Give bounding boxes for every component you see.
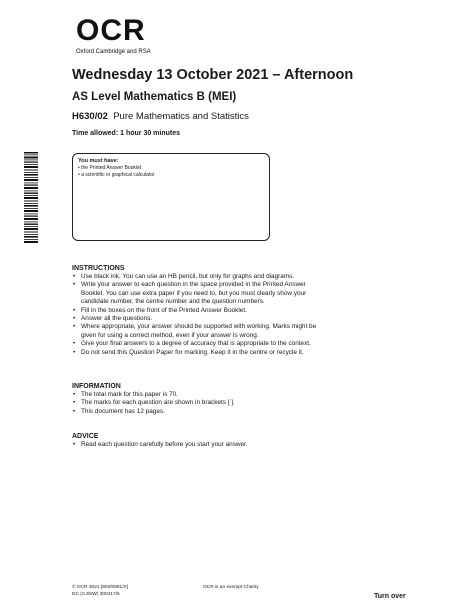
must-have-item: • a scientific or graphical calculator (78, 171, 155, 178)
instructions-list (72, 273, 392, 357)
information-line: • The total mark for this paper is 70. (72, 391, 392, 399)
advice-list (72, 441, 392, 449)
instruction-line: • Where appropriate, your answer should be supported with working. Marks might be (72, 323, 392, 331)
ocr-logo-subtext: Oxford Cambridge and RSA (76, 49, 151, 55)
copyright-text: © OCR 2021 [603/0991/X] (72, 585, 129, 590)
turn-over-label: Turn over (374, 593, 406, 600)
advice-heading: ADVICE (72, 433, 99, 440)
advice-line: • Read each question carefully before you start your answer. (72, 441, 392, 449)
must-have-box (72, 153, 270, 241)
instruction-line: • Write your answer to each question in the space provided in the Printed Answer (72, 281, 392, 289)
instruction-line: • Use black ink. You can use an HB pencil, but only for graphs and diagrams. (72, 273, 392, 281)
information-line: • This document has 12 pages. (72, 408, 392, 416)
instruction-line: Booklet. You can use extra paper if you need to, but you must clearly show your (81, 289, 307, 297)
instruction-line: • Give your final answers to a degree of accuracy that is appropriate to the context. (72, 340, 392, 348)
instructions-heading: INSTRUCTIONS (72, 265, 125, 272)
barcode-icon (24, 152, 38, 244)
time-allowed: Time allowed: 1 hour 30 minutes (72, 130, 181, 137)
information-line: • The marks for each question are shown in brackets [ ]. (72, 399, 392, 407)
paper-code: H630/02 (72, 111, 108, 122)
must-have-item: • the Printed Answer Booklet (78, 165, 142, 171)
exam-date: Wednesday 13 October 2021 – Afternoon (72, 67, 354, 83)
information-list (72, 391, 392, 416)
information-heading: INFORMATION (72, 383, 121, 390)
ocr-logo: OCR (76, 14, 146, 47)
instruction-line: candidate number, the centre number and the question numbers. (81, 298, 265, 306)
must-have-title: You must have: (78, 158, 119, 164)
charity-text: OCR is an exempt Charity (203, 585, 259, 590)
paper-title-line (72, 111, 249, 123)
instruction-line: • Answer all the questions. (72, 315, 392, 323)
instruction-line: • Do not send this Question Paper for marking. Keep it in the centre or recycle it. (72, 349, 392, 357)
paper-title: Pure Mathematics and Statistics (113, 111, 249, 122)
document-code: DC (CJ/SW) 300417/5 (72, 592, 120, 597)
instruction-line: • Fill in the boxes on the front of the Printed Answer Booklet. (72, 307, 392, 315)
instruction-line: given for using a correct method, even if your answer is wrong. (81, 331, 259, 339)
qualification-title: AS Level Mathematics B (MEI) (72, 91, 237, 103)
